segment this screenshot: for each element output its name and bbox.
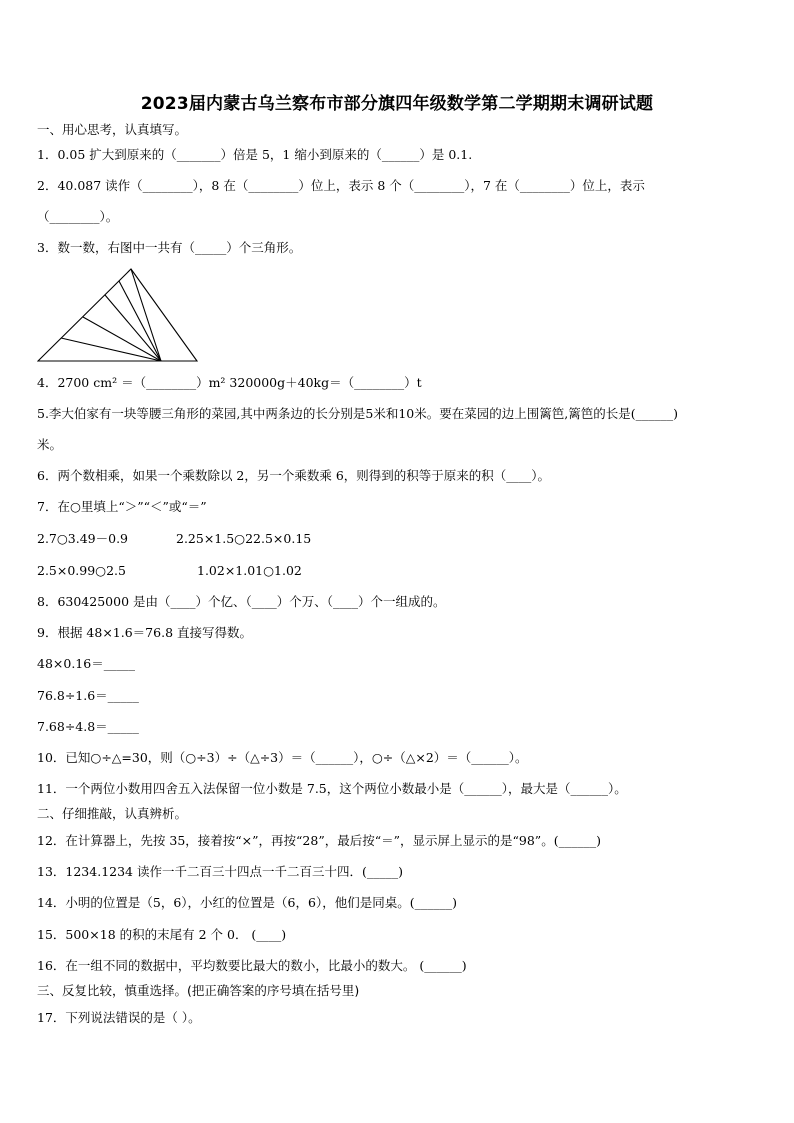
section-heading: 一、用心思考，认真填写。 xyxy=(37,122,188,137)
question-line: 1.02×1.01○1.02 xyxy=(197,563,302,578)
triangle-figure xyxy=(37,263,199,365)
question-line: 12．在计算器上，先按 35，接着按“×”，再按“28”，最后按“＝”，显示屏上显示的是“98”。(______) xyxy=(37,833,601,848)
question-line: 2．40.087 读作（________），8 在（________）位上，表示 8 个（________），7 在（________）位上，表示 xyxy=(37,178,645,193)
question-line: 48×0.16＝_____ xyxy=(37,656,135,671)
question-line: 7.68÷4.8＝_____ xyxy=(37,719,139,734)
question-line: 6．两个数相乘，如果一个乘数除以 2，另一个乘数乘 6，则得到的积等于原来的积（____）。 xyxy=(37,468,551,483)
question-line: 2.5×0.99○2.5 xyxy=(37,563,126,578)
question-line: 14．小明的位置是（5，6），小红的位置是（6，6），他们是同桌。(______) xyxy=(37,895,457,910)
question-line: 13．1234.1234 读作一千二百三十四点一千二百三十四．(_____) xyxy=(37,864,403,879)
question-line: 9．根据 48×1.6＝76.8 直接写得数。 xyxy=(37,625,252,640)
question-line: 76.8÷1.6＝_____ xyxy=(37,688,139,703)
section-heading: 二、仔细推敲，认真辨析。 xyxy=(37,806,188,821)
page-title: 2023届内蒙古乌兰察布市部分旗四年级数学第二学期期末调研试题 xyxy=(140,94,654,114)
question-line: 8．630425000 是由（____）个亿、（____）个万、（____）个一组成的。 xyxy=(37,594,446,609)
question-line: 3．数一数，右图中一共有（_____）个三角形。 xyxy=(37,240,302,255)
question-line: 2.7○3.49－0.9 xyxy=(37,531,128,546)
inner-line-5 xyxy=(61,338,161,361)
inner-line-3 xyxy=(105,295,161,361)
question-line: 5.李大伯家有一块等腰三角形的菜园,其中两条边的长分别是5米和10米。要在菜园的边上围篱笆,篱笆的长是(______) xyxy=(37,406,678,421)
question-line: 米。 xyxy=(37,437,63,452)
question-line: （________）。 xyxy=(37,209,119,224)
question-line: 1．0.05 扩大到原来的（_______）倍是 5，1 缩小到原来的（______）是 0.1. xyxy=(37,147,473,162)
question-line: 15．500×18 的积的末尾有 2 个 0． (____) xyxy=(37,927,287,942)
question-line: 11．一个两位小数用四舍五入法保留一位小数是 7.5，这个两位小数最小是（______），最大是（______）。 xyxy=(37,781,627,796)
section-heading: 三、反复比较，慎重选择。(把正确答案的序号填在括号里) xyxy=(37,983,360,998)
question-line: 16．在一组不同的数据中，平均数要比最大的数小，比最小的数大。 (______) xyxy=(37,958,467,973)
question-line: 17．下列说法错误的是（ ）。 xyxy=(37,1010,201,1025)
question-line: 4．2700 cm² ＝（________）m² 320000g＋40kg＝（________）t xyxy=(37,375,422,390)
question-line: 2.25×1.5○22.5×0.15 xyxy=(176,531,312,546)
outer-triangle xyxy=(38,269,197,361)
question-line: 10．已知○÷△=30，则（○÷3）÷（△÷3）＝（______），○÷（△×2）＝（______）。 xyxy=(37,750,528,765)
question-line: 7．在○里填上“＞”“＜”或“＝” xyxy=(37,499,207,514)
